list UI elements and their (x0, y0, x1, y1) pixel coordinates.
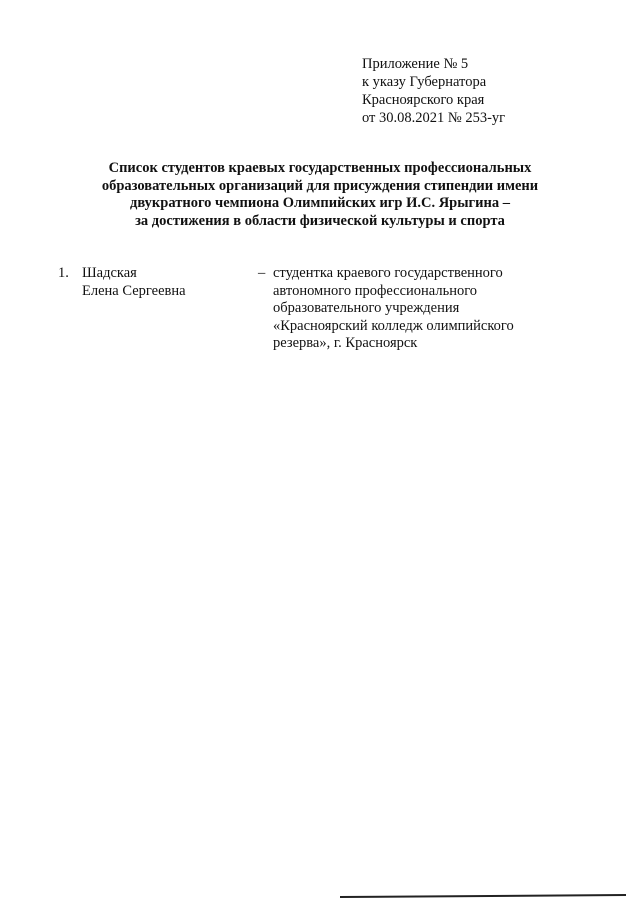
entry-description (273, 265, 514, 353)
appendix-header (362, 55, 505, 127)
appendix-line: Красноярского края (362, 92, 485, 108)
entry-number: 1. (58, 265, 69, 281)
entry-dash: – (258, 265, 266, 281)
signature-divider-line (340, 894, 626, 898)
entry-given-name: Елена Сергеевна (82, 282, 186, 299)
entry-name (82, 265, 186, 300)
description-line: студентка краевого государственного (273, 265, 503, 281)
title-line: двукратного чемпиона Олимпийских игр И.С. Ярыгина – (130, 195, 510, 211)
title-line: за достижения в области физической культуры и спорта (135, 212, 505, 229)
title-line: Список студентов краевых государственных профессиональных (108, 160, 532, 176)
appendix-line: Приложение № 5 (362, 56, 469, 72)
document-title (60, 160, 580, 230)
description-line: резерва», г. Красноярск (273, 335, 418, 351)
description-line: образовательного учреждения (273, 300, 460, 316)
appendix-line: от 30.08.2021 № 253-уг (362, 110, 506, 126)
entry-surname: Шадская (82, 265, 137, 281)
title-line: образовательных организаций для присуждения стипендии имени (101, 177, 539, 194)
description-line: автономного профессионального (273, 282, 478, 299)
appendix-line: к указу Губернатора (362, 74, 487, 90)
description-line: «Красноярский колледж олимпийского (273, 317, 514, 334)
